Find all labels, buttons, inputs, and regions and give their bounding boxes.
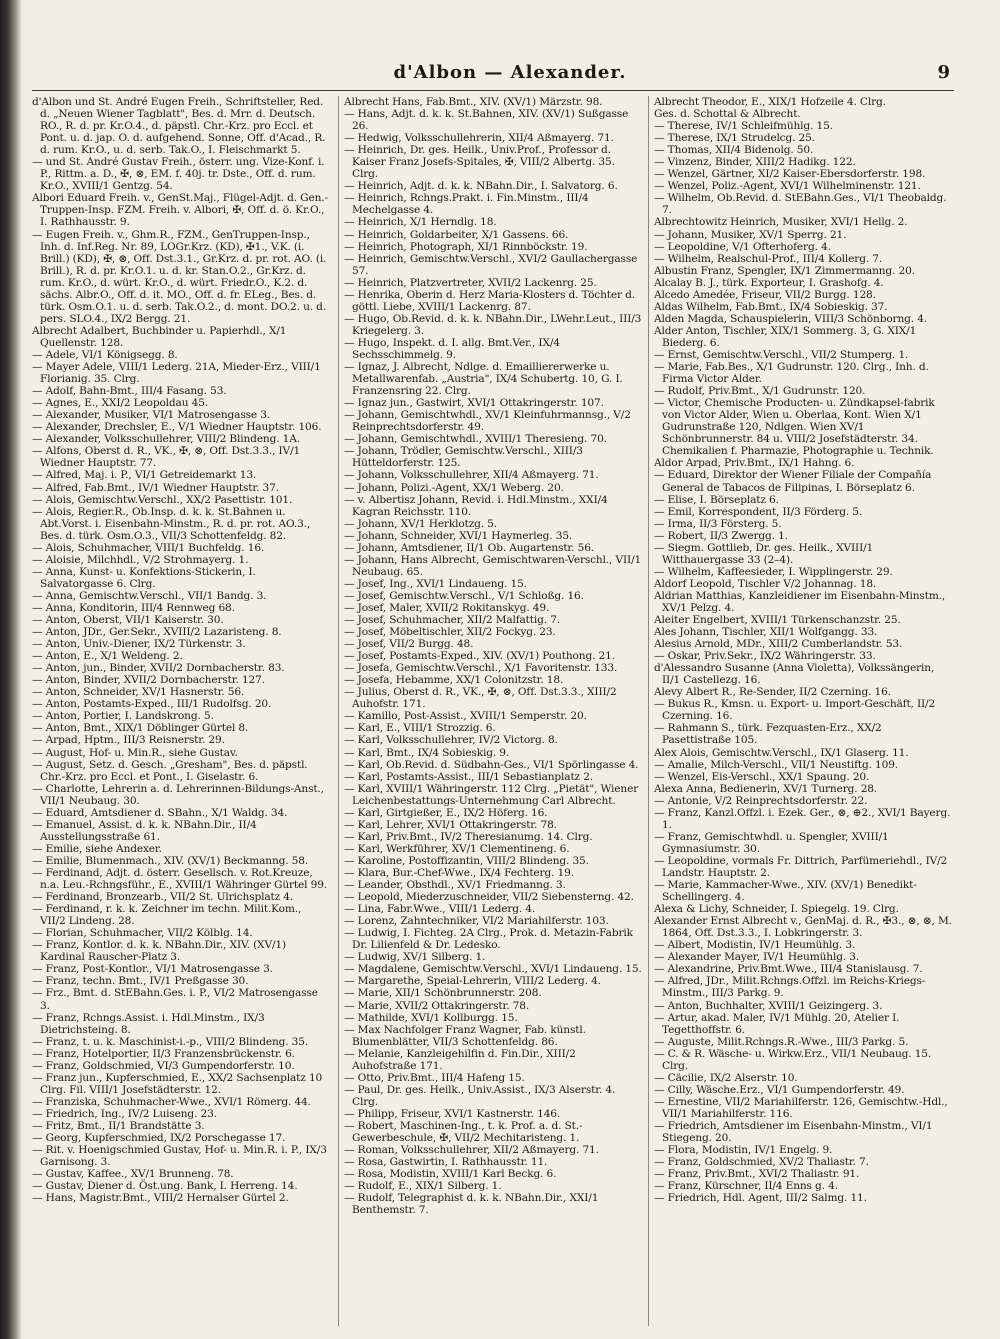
directory-entry: — Anna, Konditorin, III/4 Rennweg 68. <box>32 601 235 614</box>
directory-entry: — Rudolf, E., XIX/1 Silberg. 1. <box>344 1180 502 1193</box>
directory-entry: — Robert, Maschinen-Ing., t. k. Prof. a. d. St.-Gewerbeschule, ✠, VII/2 Mechitaristeng. 1. <box>344 1119 583 1145</box>
directory-entry: — Heinrich, Goldarbeiter, X/1 Gassens. 66. <box>344 228 569 241</box>
page-number: 9 <box>937 62 950 83</box>
directory-entry: — Rudolf, Telegraphist d. k. k. NBahn.Dir., XXI/1 Benthemstr. 7. <box>344 1192 599 1217</box>
directory-entry: — Anna, Kunst- u. Konfektions-Stickerin, I. Salvatorgasse 6. Clrg. <box>32 565 256 590</box>
directory-entry: — Alfred, Fab.Bmt., IV/1 Wiedner Hauptstr. 37. <box>32 481 279 494</box>
directory-entry: — Paul, Dr. ges. Heilk., Univ.Assist., IX/3 Alserstr. 4. Clrg. <box>344 1083 616 1108</box>
directory-entry: — Adolf, Bahn-Bmt., III/4 Fasang. 53. <box>32 385 227 398</box>
directory-entry: — Marie, XII/1 Schönbrunnerstr. 208. <box>344 987 542 1000</box>
directory-entry: — Ludwig, XV/1 Silberg. 1. <box>344 951 486 964</box>
directory-entry: — Johann, Gemischtwhdl., XVIII/1 Theresieng. 70. <box>344 433 607 446</box>
directory-entry: — und St. André Gustav Freih., österr. ung. Vize-Konf. i. P., Rittm. a. D., ✠, ⊗, EM. f. 40j. tr. Dste., Off. d. rum. Kr.O., XVIII/1 Gentzg. 54. <box>32 156 325 193</box>
directory-entry: — Max Nachfolger Franz Wagner, Fab. künstl. Blumenblätter, VII/3 Schottenfeldg. 86. <box>344 1023 586 1048</box>
directory-entry: Albustin Franz, Spengler, IX/1 Zimmermanng. 20. <box>654 264 915 277</box>
directory-entry: — Lina, Fabr.Wwe., VIII/1 Lederg. 4. <box>344 903 536 916</box>
directory-entry: — Franz, Post-Kontlor., VI/1 Matrosengasse 3. <box>32 963 273 976</box>
directory-entry: — Anton, jun., Binder, XVII/2 Dornbacherstr. 83. <box>32 662 285 675</box>
directory-entry: — Flora, Modistin, IV/1 Engelg. 9. <box>654 1144 833 1157</box>
directory-entry: — Alfred, JDr., Milit.Rchngs.Offzl. im Reichs-Kriegs-Minstm., III/3 Parkg. 9. <box>654 975 926 1000</box>
directory-entry: — Anton, Portier, I. Landskrong. 5. <box>32 710 214 723</box>
directory-entry: — Emil, Korrespondent, II/3 Förderg. 5. <box>654 505 863 518</box>
directory-entry: — Rudolf, Priv.Bmt., X/1 Gudrunstr. 120. <box>654 385 866 398</box>
directory-entry: Ges. d. Schottal & Albrecht. <box>654 108 801 121</box>
directory-entry: — Anton, Oberst, VII/1 Kaiserstr. 30. <box>32 614 224 627</box>
directory-entry: — Eugen Freih. v., Ghm.R., FZM., GenTruppen-Insp., Inh. d. Inf.Reg. Nr. 89, LOGr.Krz. (KD), ✠1., V.K. (i. Brill.) (KD), ✠, ⊗, Off. Dst.3.1., Gr.Krz. d. pr. rot. AO. (i. Brill.), R. d. pr. Kr.O.1. u. d. kr. Stan.O.2., Gr.Krz. d. rum. Kr.O., d. würt. Kr.O., d. würt. Friedr.O., K.2. d. sächs. Albr.O., Off. d. it. MO., Off. d. fr. ELeg., Bes. d. türk. Osm.O.1. u. d. serb. Tak.O.2., d. mont. DO.2. u. d. pers. SLO.4., IX/2 Bergg. 21. <box>32 228 327 325</box>
directory-entry: — Anton, JDr., Ger.Sekr., XVIII/2 Lazaristeng. 8. <box>32 626 282 639</box>
directory-entry: Albrecht Theodor, E., XIX/1 Hofzeile 4. Clrg. <box>654 96 886 108</box>
directory-entry: — Anton, Schneider, XV/1 Hasnerstr. 56. <box>32 686 245 699</box>
directory-entry: — Franziska, Schuhmacher-Wwe., XVI/1 Römerg. 44. <box>32 1095 311 1108</box>
directory-entry: — Albert, Modistin, IV/1 Heumühlg. 3. <box>654 939 856 952</box>
directory-entry: — Mayer Adele, VIII/1 Lederg. 21A, Mieder-Erz., VIII/1 Florianig. 35. Clrg. <box>32 361 321 386</box>
directory-entry: — Franz, Kürschner, II/4 Enns g. 4. <box>654 1180 838 1193</box>
directory-entry: — Franz, Kanzl.Offzl. i. Ezek. Ger., ⊗, ⊕2., XVI/1 Bayerg. 1. <box>654 806 951 831</box>
directory-entry: — Magdalene, Gemischtw.Verschl., XVI/1 Lindaueng. 15. <box>344 963 642 976</box>
directory-entry: — Marie, Fab.Bes., X/1 Gudrunstr. 120. Clrg., Inh. d. Firma Victor Alder. <box>654 361 929 386</box>
page-header <box>0 62 1000 86</box>
directory-entry: — Josefa, Gemischtw.Verschl., X/1 Favoritenstr. 133. <box>344 662 618 675</box>
directory-entry: — Siegm. Gottlieb, Dr. ges. Heilk., XVIII/1 Witthauergasse 33 (2–4). <box>654 541 874 566</box>
directory-entry: Aldorf Leopold, Tischler V/2 Johannag. 18. <box>654 577 877 590</box>
directory-entry: — Leopoldine, V/1 Ofterhoferg. 4. <box>654 240 831 253</box>
directory-entry: — Cilly, Wäsche.Erz., VI/1 Gumpendorferstr. 49. <box>654 1083 905 1096</box>
directory-entry: — Vinzenz, Binder, XIII/2 Hadikg. 122. <box>654 156 856 169</box>
directory-entry: — Ferdinand, Adjt. d. österr. Gesellsch. v. Rot.Kreuze, n.a. Leu.-Rchngsführ., E., XVIII/1 Währinger Gürtel 99. <box>32 867 328 892</box>
directory-entry: — Ignaz jun., Gastwirt, XVI/1 Ottakringerstr. 107. <box>344 397 604 410</box>
directory-entry: — Anton, Univ.-Diener, IX/2 Türkenstr. 3. <box>32 638 246 651</box>
directory-entry: — Artur, akad. Maler, IV/1 Mühlg. 20, Atelier I. Tegetthoffstr. 6. <box>654 1011 900 1036</box>
directory-entry: — Josef, Schuhmacher, XII/2 Malfattig. 7. <box>344 614 561 627</box>
directory-entry: — Friedrich, Amtsdiener im Eisenbahn-Minstm., VI/1 Stiegeng. 20. <box>654 1119 933 1145</box>
directory-entry: — Gustav, Diener d. Öst.ung. Bank, I. Herreng. 14. <box>32 1180 298 1193</box>
directory-entry: Aldas Wilhelm, Fab.Bmt., IX/4 Sobieskig. 37. <box>654 300 888 313</box>
directory-entry: — Josef, Möbeltischler, XII/2 Fockyg. 23. <box>344 626 556 639</box>
directory-entry: — Franz, Goldschmied, VI/3 Gumpendorferstr. 10. <box>32 1059 295 1072</box>
directory-entry: Alden Magda, Schauspielerin, VIII/3 Schönborng. 4. <box>654 312 928 325</box>
directory-entry: — Karl, XVIII/1 Währingerstr. 112 Clrg. „Pietät", Wiener Leichenbestattungs-Unternehmung Carl Albrecht. <box>344 782 639 807</box>
directory-entry: — Karl, E., VIII/1 Strozzig. 6. <box>344 722 496 735</box>
column-divider <box>648 96 649 1326</box>
directory-entry: — Wilhelm, Kaffeesieder, I. Wipplingerstr. 29. <box>654 565 893 578</box>
directory-entry: — Oskar, Priv.Sekr., IX/2 Währingerstr. 33. <box>654 650 876 663</box>
directory-entry: — Wilhelm, Realschul-Prof., III/4 Kollerg. 7. <box>654 252 883 265</box>
directory-entry: — v. Albertisz Johann, Revid. i. Hdl.Minstm., XXI/4 Kagran Reichsstr. 110. <box>344 493 608 518</box>
directory-entry: — Johann, Schneider, XVI/1 Haymerleg. 35. <box>344 529 573 542</box>
directory-entry: — Ernestine, VII/2 Mariahilferstr. 126, Gemischtw.-Hdl., VII/1 Mariahilferstr. 116. <box>654 1095 948 1120</box>
directory-entry: Albrecht Hans, Fab.Bmt., XIV. (XV/1) Märzstr. 98. <box>344 96 603 108</box>
directory-entry: — Emilie, siehe Andexer. <box>32 842 162 855</box>
directory-entry: Alcedo Amedée, Friseur, VII/2 Burgg. 128. <box>654 288 876 301</box>
directory-entry: — Alexander, Volksschullehrer, VIII/2 Blindeng. 1A. <box>32 433 300 446</box>
directory-entry: — Ferdinand, Bronzearb., VII/2 St. Ulrichsplatz 4. <box>32 891 294 904</box>
directory-entry: — Ferdinand, r. k. k. Zeichner im techn. Milit.Kom., VII/2 Lindeng. 28. <box>32 903 302 928</box>
directory-entry: — Florian, Schuhmacher, VII/2 Kölblg. 14. <box>32 927 253 940</box>
directory-entry: — Irma, II/3 Försterg. 5. <box>654 517 782 530</box>
directory-entry: — Johann, Musiker, XV/1 Sperrg. 21. <box>654 228 847 241</box>
directory-entry: — Henrika, Oberin d. Herz Maria-Klosters d. Töchter d. göttl. Liebe, XVIII/1 Lackenrg. 87. <box>344 288 635 313</box>
directory-entry: — Leopoldine, vormals Fr. Dittrich, Parfümeriehdl., IV/2 Landstr. Hauptstr. 2. <box>654 854 948 879</box>
directory-entry: — Karl, Postamts-Assist., III/1 Sebastianplatz 2. <box>344 770 594 783</box>
directory-entry: — Klara, Bur.-Chef-Wwe., IX/4 Fechterg. 19. <box>344 867 574 879</box>
directory-entry: — Alfons, Oberst d. R., VK., ✠, ⊗, Off. Dst.3.3., IV/1 Wiedner Hauptstr. 77. <box>32 445 301 470</box>
directory-entry: — Franz, Gemischtwhdl. u. Spengler, XVIII/1 Gymnasiumstr. 30. <box>654 830 889 855</box>
directory-entry: — Josef, Ing., XVI/1 Lindaueng. 15. <box>344 577 527 590</box>
directory-entry: — Franz jun., Kupferschmied, E., XX/2 Sachsenplatz 10 Clrg. Fil. VIII/1 Josefstädterstr. 12. <box>32 1071 323 1096</box>
directory-entry: — Arpad, Hptm., III/3 Reisnerstr. 29. <box>32 734 225 747</box>
directory-entry: — Johann, Gemischtwhdl., XV/1 Kleinfuhrmannsg., V/2 Reinprechtsdorferstr. 49. <box>344 409 631 434</box>
running-head: d'Albon — Alexander. <box>393 62 627 83</box>
directory-entry: — Wenzel, Eis-Verschl., XX/1 Spaung. 20. <box>654 770 870 783</box>
directory-entry: — Josef, Postamts-Exped., XIV. (XV/1) Pouthong. 21. <box>344 650 615 663</box>
directory-entry: — Wilhelm, Ob.Revid. d. StEBahn.Ges., VI/1 Theobaldg. 7. <box>654 192 947 217</box>
directory-entry: — C. & R. Wäsche- u. Wirkw.Erz., VII/1 Neubaug. 15. Clrg. <box>654 1047 932 1072</box>
directory-entry: Alex Alois, Gemischtw.Verschl., IX/1 Glaserg. 11. <box>654 746 909 759</box>
directory-column-2 <box>344 96 642 1326</box>
directory-entry: — Leander, Obsthdl., XV/1 Friedmanng. 3. <box>344 879 566 892</box>
directory-entry: Alexa Anna, Bedienerin, XV/1 Turnerg. 28. <box>654 782 878 795</box>
directory-entry: — Franz, Priv.Bmt., XVI/2 Thaliastr. 91. <box>654 1168 860 1181</box>
directory-entry: — Mathilde, XVI/1 Kollburgg. 15. <box>344 1011 518 1024</box>
directory-entry: Albori Eduard Freih. v., GenSt.Maj., Flügel-Adjt. d. Gen.-Truppen-Insp. FZM. Freih. v. Albori, ✠, Off. d. ö. Kr.O., I. Rathhausstr. 9. <box>32 192 328 229</box>
directory-entry: — Therese, IX/1 Strudelcg. 25. <box>654 132 815 145</box>
directory-entry: — Frz., Bmt. d. StEBahn.Ges. i. P., VI/2 Matrosengasse 3. <box>32 987 318 1012</box>
directory-entry: Alesius Arnold, MDr., XIII/2 Cumberlandstr. 53. <box>654 638 903 651</box>
directory-entry: — Josef, Maler, XVII/2 Rokitanskyg. 49. <box>344 601 550 614</box>
directory-column-1 <box>32 96 330 1326</box>
directory-entry: — Eduard, Amtsdiener d. SBahn., X/1 Waldg. 34. <box>32 806 288 819</box>
directory-entry: — Alois, Schuhmacher, VIII/1 Buchfeldg. 16. <box>32 541 265 554</box>
directory-entry: — Heinrich, Photograph, XI/1 Rinnböckstr. 19. <box>344 240 588 253</box>
directory-entry: — Johann, Trödler, Gemischtw.Verschl., XIII/3 Hütteldorferstr. 125. <box>344 445 583 470</box>
directory-entry: — Otto, Priv.Bmt., III/4 Hafeng 15. <box>344 1071 525 1084</box>
directory-entry: — Alexander Mayer, IV/1 Heumühlg. 3. <box>654 951 860 964</box>
directory-entry: — Gustav, Kaffee., XV/1 Brunneng. 78. <box>32 1168 234 1181</box>
directory-entry: — Heinrich, Platzvertreter, XVII/2 Lackenrg. 25. <box>344 276 597 289</box>
directory-entry: — Karl, Werkführer, XV/1 Clementineng. 6. <box>344 842 570 855</box>
directory-entry: — Margarethe, Speial-Lehrerin, VIII/2 Lederg. 4. <box>344 975 601 988</box>
directory-entry: — Franz, Kontlor. d. k. k. NBahn.Dir., XIV. (XV/1) Kardinal Rauscher-Platz 3. <box>32 939 286 964</box>
directory-entry: — Philipp, Friseur, XVI/1 Kastnerstr. 146. <box>344 1107 561 1120</box>
directory-entry: — Heinrich, Rchngs.Prakt. i. Fin.Minstm., III/4 Mechelgasse 4. <box>344 192 589 217</box>
directory-entry: Albrecht Adalbert, Buchbinder u. Papierhdl., X/1 Quellenstr. 128. <box>32 324 287 349</box>
directory-entry: d'Albon und St. André Eugen Freih., Schriftsteller, Red. d. „Neuen Wiener Tagblatt", Bes. d. Mrr. d. Deutsch. RO., R. d. pr. Kr.O.4., d. päpstl. Chr.-Krz. pro Eccl. et Pont. u. d. jap. O. d. aufgehend. Sonne, Off. d'Acad., R. d. rum. Kr.O., u. d. serb. Tak.O., I. Fleischmarkt 5. <box>32 96 326 157</box>
directory-entry: — Anton, Buchhalter, XVIII/1 Geizingerg. 3. <box>654 999 883 1012</box>
directory-entry: — Friedrich, Ing., IV/2 Luiseng. 23. <box>32 1107 217 1120</box>
directory-entry: — Hans, Adjt. d. k. k. St.Bahnen, XIV. (XV/1) Sußgasse 26. <box>344 108 629 133</box>
directory-entry: — Julius, Oberst d. R., VK., ✠, ⊗, Off. Dst.3.3., XIII/2 Auhofstr. 171. <box>344 686 617 711</box>
directory-entry: — Josef, VII/2 Burgg. 48. <box>344 638 474 651</box>
directory-entry: — Franz, Rchngs.Assist. i. Hdl.Minstm., IX/3 Dietrichsteing. 8. <box>32 1011 265 1036</box>
directory-entry: Albrechtowitz Heinrich, Musiker, XVI/1 Hellg. 2. <box>654 216 908 229</box>
directory-entry: — Rosa, Modistin, XVIII/1 Karl Beckg. 6. <box>344 1168 557 1181</box>
directory-entry: — Wenzel, Gärtner, XI/2 Kaiser-Ebersdorferstr. 198. <box>654 168 926 181</box>
directory-entry: — Heinrich, Gemischtw.Verschl., XVI/2 Gaullachergasse 57. <box>344 252 638 277</box>
directory-column-3 <box>654 96 952 1326</box>
directory-entry: d'Alessandro Susanne (Anna Violetta), Volkssängerin, II/1 Castellezg. 16. <box>654 662 935 687</box>
directory-entry: — Fritz, Bmt., II/1 Brandstätte 3. <box>32 1119 205 1132</box>
directory-entry: — Franz, Hotelportier, II/3 Franzensbrückenstr. 6. <box>32 1047 295 1060</box>
directory-entry: — Karl, Priv.Bmt., IV/2 Theresianumg. 14. Clrg. <box>344 830 593 843</box>
directory-entry: — Friedrich, Hdl. Agent, III/2 Salmg. 11. <box>654 1192 867 1205</box>
directory-entry: — Anton, Binder, XVII/2 Dornbacherstr. 127. <box>32 674 265 687</box>
header-rule <box>32 90 954 91</box>
directory-entry: — Agnes, E., XXI/2 Leopoldau 45. <box>32 397 209 410</box>
directory-entry: — Alfred, Maj. i. P., VI/1 Getreidemarkt 13. <box>32 469 257 482</box>
directory-entry: — Eduard, Direktor der Wiener Filiale der Compañía General de Tabacos de Filipinas, I. Börseplatz 6. <box>654 469 932 494</box>
directory-entry: — Robert, II/3 Zwergg. 1. <box>654 529 788 542</box>
directory-entry: Alder Anton, Tischler, XIX/1 Sommerg. 3, G. XIX/1 Biederg. 6. <box>654 324 917 349</box>
directory-entry: — Franz, t. u. k. Maschinist-i.-p., VIII/2 Blindeng. 35. <box>32 1035 309 1048</box>
scan-binding-shadow <box>0 0 22 1339</box>
directory-entry: — August, Setz. d. Gesch. „Gresham", Bes. d. päpstl. Chr.-Krz. pro Eccl. et Pont., I. Giselastr. 6. <box>32 758 308 783</box>
directory-entry: — Victor, Chemische Producten- u. Zündkapsel-fabrik von Victor Alder, Wien u. Oberlaa, Kont. Wien X/1 Gudrunstraße 120, Ndlgen. Wien XV/1 Schönbrunnerstr. 84 u. VIII/2 Josefstädterstr. 34. Chemikalien f. Pharmazie, Photographie u. Technik. <box>654 397 935 458</box>
directory-entry: — Karoline, Postoffizantin, VIII/2 Blindeng. 35. <box>344 854 589 867</box>
directory-entry: — Kamillo, Post-Assist., XVIII/1 Semperstr. 20. <box>344 710 587 723</box>
directory-entry: — Roman, Volksschullehrer, XII/2 Aßmayerg. 71. <box>344 1144 599 1157</box>
directory-entry: Aldor Arpad, Priv.Bmt., IX/1 Hahng. 6. <box>654 457 855 470</box>
directory-entry: — Ludwig, I. Fichteg. 2A Clrg., Prok. d. Metazin-Fabrik Dr. Lilienfeld & Dr. Ledesko. <box>344 927 633 952</box>
directory-entry: — Alois, Gemischtw.Verschl., XX/2 Pasettistr. 101. <box>32 493 293 506</box>
directory-entry: Alexander Ernst Albrecht v., GenMaj. d. R., ✠3., ⊗, ⊗, M. 1864, Off. Dst.3.3., I. Lobkringerstr. 3. <box>654 915 952 940</box>
directory-entry: — Aloisie, Milchhdl., V/2 Strohmayerg. 1. <box>32 553 249 566</box>
directory-entry: — Rit. v. Hoenigschmied Gustav, Hof- u. Min.R. i. P., IX/3 Garnisong. 3. <box>32 1144 327 1169</box>
directory-entry: — August, Hof- u. Min.R., siehe Gustav. <box>32 746 238 759</box>
directory-entry: — Georg, Kupferschmied, IX/2 Porschegasse 17. <box>32 1132 286 1145</box>
directory-entry: — Johann, XV/1 Herklotzg. 5. <box>344 517 497 530</box>
directory-entry: — Johann, Polizi.-Agent, XX/1 Weberg. 20. <box>344 481 564 494</box>
directory-entry: — Karl, Ob.Revid. d. Südbahn-Ges., VI/1 Spörlingasse 4. <box>344 758 639 771</box>
directory-entry: — Alexandrine, Priv.Bmt.Wwe., III/4 Stanislausg. 7. <box>654 963 923 976</box>
directory-entry: — Hugo, Ob.Revid. d. k. k. NBahn.Dir., LWehr.Leut., III/3 Kriegelerg. 3. <box>344 312 642 337</box>
directory-entry: — Hans, Magistr.Bmt., VIII/2 Hernalser Gürtel 2. <box>32 1192 289 1205</box>
column-divider <box>338 96 339 1326</box>
directory-entry: — Auguste, Milit.Rchngs.R.-Wwe., III/3 Parkg. 5. <box>654 1035 909 1048</box>
directory-entry: — Anton, Postamts-Exped., III/1 Rudolfsg. 20. <box>32 698 272 711</box>
directory-entry: — Franz, techn. Bmt., IV/1 Preßgasse 30. <box>32 975 249 988</box>
directory-entry: — Elise, I. Börseplatz 6. <box>654 493 779 506</box>
directory-entry: — Cäcilie, IX/2 Alserstr. 10. <box>654 1071 798 1084</box>
directory-entry: — Johann, Amtsdiener, II/1 Ob. Augartenstr. 56. <box>344 541 595 554</box>
directory-entry: — Karl, Girtgießer, E., IX/2 Höferg. 16. <box>344 806 548 819</box>
directory-entry: — Lorenz, Zahntechniker, VI/2 Mariahilferstr. 103. <box>344 915 609 928</box>
directory-entry: — Amalie, Milch-Verschl., VII/1 Neustiftg. 109. <box>654 758 899 771</box>
directory-entry: — Adele, VI/1 Königsegg. 8. <box>32 348 178 361</box>
directory-entry: Aldrian Matthias, Kanzleidiener im Eisenbahn-Minstm., XV/1 Pelzg. 4. <box>654 589 946 614</box>
directory-entry: — Heinrich, Dr. ges. Heilk., Univ.Prof., Professor d. Kaiser Franz Josefs-Spitales, ✠, VIII/2 Albertg. 35. Clrg. <box>344 144 615 181</box>
directory-entry: — Josefa, Hebamme, XX/1 Colonitzstr. 18. <box>344 674 564 687</box>
directory-entry: Aleiter Engelbert, XVIII/1 Türkenschanzstr. 25. <box>654 614 901 627</box>
directory-entry: — Hugo, Inspekt. d. I. allg. Bmt.Ver., IX/4 Sechsschimmelg. 9. <box>344 336 560 361</box>
directory-entry: — Franz, Goldschmied, XV/2 Thaliastr. 7. <box>654 1156 869 1169</box>
directory-entry: — Emanuel, Assist. d. k. k. NBahn.Dir., II/4 Ausstellungsstraße 61. <box>32 818 257 843</box>
directory-entry: — Josef, Gemischtw.Verschl., V/1 Schloßg. 16. <box>344 589 584 602</box>
directory-entry: — Melanie, Kanzleigehilfin d. Fin.Dir., XIII/2 Auhofstraße 171. <box>344 1047 576 1072</box>
directory-entry: — Rosa, Gastwirtin, I. Rathhausstr. 11. <box>344 1156 548 1169</box>
directory-entry: — Leopold, Miederzuschneider, VII/2 Siebensterng. 42. <box>344 891 634 904</box>
directory-entry: — Karl, Lehrer, XVI/1 Ottakringerstr. 78. <box>344 818 557 831</box>
directory-entry: — Ernst, Gemischtw.Verschl., VII/2 Stumperg. 1. <box>654 348 909 361</box>
directory-entry: — Heinrich, X/1 Herndlg. 18. <box>344 216 497 229</box>
directory-entry: — Alexander, Musiker, VI/1 Matrosengasse 3. <box>32 409 271 422</box>
directory-entry: — Bukus R., Kmsn. u. Export- u. Import-Geschäft, II/2 Czerning. 16. <box>654 698 936 723</box>
directory-entry: — Marie, XVII/2 Ottakringerstr. 78. <box>344 999 530 1012</box>
directory-entry: — Rahmann S., türk. Fezquasten-Erz., XX/2 Pasettistraße 105. <box>654 722 882 747</box>
directory-entry: Alevy Albert R., Re-Sender, II/2 Czerning. 16. <box>654 686 891 699</box>
directory-entry: — Johann, Volksschullehrer, XII/4 Aßmayerg. 71. <box>344 469 599 482</box>
directory-entry: — Karl, Volksschullehrer, IV/2 Victorg. 8. <box>344 734 558 747</box>
directory-entry: — Hedwig, Volksschullehrerin, XII/4 Aßmayerg. 71. <box>344 132 614 145</box>
directory-entry: — Thomas, XII/4 Bidenolg. 50. <box>654 144 814 157</box>
directory-entry: — Karl, Bmt., IX/4 Sobieskig. 9. <box>344 746 510 759</box>
directory-entry: — Marie, Kammacher-Wwe., XIV. (XV/1) Benedikt-Schellingerg. 4. <box>654 879 917 904</box>
directory-entry: — Heinrich, Adjt. d. k. k. NBahn.Dir., I. Salvatorg. 6. <box>344 180 618 193</box>
directory-entry: — Alois, Regier.R., Ob.Insp. d. k. k. St.Bahnen u. Abt.Vorst. i. Eisenbahn-Minstm., R. d. pr. rot. AO.3., Bes. d. türk. Osm.O.3., VII/3 Schottenfeldg. 82. <box>32 505 311 542</box>
directory-entry: — Alexander, Drechsler, E., V/1 Wiedner Hauptstr. 106. <box>32 421 322 434</box>
directory-entry: Alcalay B. J., türk. Exporteur, I. Grashofg. 4. <box>654 276 884 289</box>
directory-entry: — Johann, Hans Albrecht, Gemischtwaren-Verschl., VII/1 Neubaug. 65. <box>344 553 642 578</box>
directory-entry: Ales Johann, Tischler, XII/1 Wolfgangg. 33. <box>654 626 878 639</box>
directory-entry: — Antonie, V/2 Reinprechtsdorferstr. 22. <box>654 794 868 807</box>
directory-entry: — Anna, Gemischtw.Verschl., VII/1 Bandg. 3. <box>32 589 267 602</box>
directory-entry: Alexa & Lichy, Schneider, I. Spiegelg. 19. Clrg. <box>654 903 899 916</box>
directory-entry: — Anton, Bmt., XIX/1 Döblinger Gürtel 8. <box>32 722 249 735</box>
directory-entry: — Emilie, Blumenmach., XIV. (XV/1) Beckmanng. 58. <box>32 854 309 867</box>
directory-entry: — Therese, IV/1 Schleifmühlg. 15. <box>654 120 833 133</box>
directory-entry: — Charlotte, Lehrerin a. d. Lehrerinnen-Bildungs-Anst., VII/1 Neubaug. 30. <box>32 782 324 807</box>
directory-entry: — Anton, E., X/1 Weldeng. 2. <box>32 650 183 663</box>
directory-entry: — Wenzel, Poliz.-Agent, XVI/1 Wilhelminenstr. 121. <box>654 180 921 193</box>
directory-entry: — Ignaz, J. Albrecht, Ndlge. d. Emailliererwerke u. Metallwarenfab. „Austria", IX/4 Schubertg. 10, G. I. Franzensring 22. Clrg. <box>344 361 623 398</box>
